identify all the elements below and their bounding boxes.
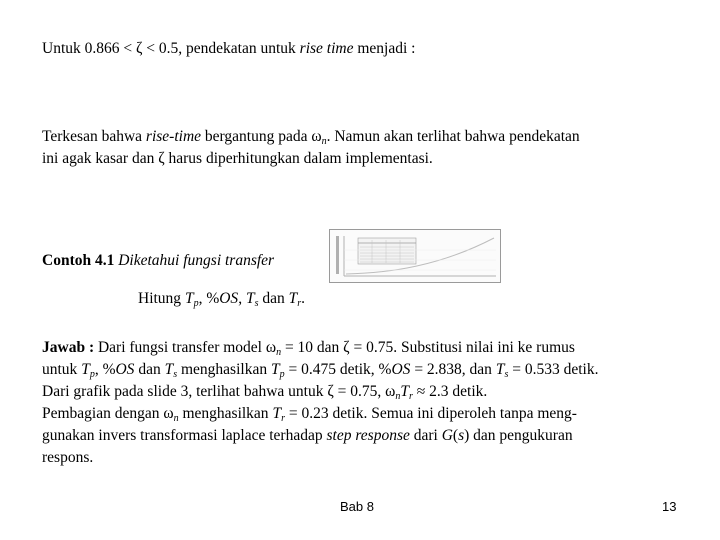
answer-line-4: Pembagian dengan $\omega_n$ menghasilkan $T_r = 0.23$ detik. Semua ini diperoleh tanpa meng- — [42, 405, 577, 424]
answer-line-5: gunakan invers transformasi laplace terhadap step response dari G(s) dan pengukuran — [42, 427, 573, 444]
example-question: Hitung $T_p$, %OS, $T_s$ dan $T_r$. — [138, 290, 306, 309]
example-heading-line: Contoh 4.1 Diketahui fungsi transfer — [42, 252, 275, 269]
answer-line-6: respons. — [42, 449, 94, 466]
example-heading: Contoh 4.1 — [42, 252, 115, 269]
answer-line-1: Jawab : Dari fungsi transfer model $\omega_n = 10$ dan ζ = 0.75. Substitusi nilai ini ke rumus — [42, 339, 575, 358]
intro-line: Untuk 0.866 < ζ < 0.5, pendekatan untuk rise time menjadi : — [42, 40, 416, 57]
embedded-figure-thumbnail — [329, 229, 501, 283]
answer-line-2: untuk $T_p$, %OS dan $T_s$ menghasilkan $T_p = 0.475$ detik, %OS = 2.838, dan $T_s = 0.533$ detik. — [42, 361, 599, 380]
note-line-2: ini agak kasar dan ζ harus diperhitungkan dalam implementasi. — [42, 150, 433, 167]
page-number: 13 — [662, 499, 677, 514]
answer-line-3: Dari grafik pada slide 3, terlihat bahwa untuk ζ = 0.75, $\omega_nT_r \approx 2.3$ detik. — [42, 383, 488, 402]
footer-chapter: Bab 8 — [340, 499, 374, 514]
answer-heading: Jawab : — [42, 339, 95, 356]
note-line-1: Terkesan bahwa rise-time bergantung pada $\omega_n$. Namun akan terlihat bahwa pendekatan — [42, 128, 580, 147]
table-graph-thumbnail-icon — [330, 230, 500, 282]
